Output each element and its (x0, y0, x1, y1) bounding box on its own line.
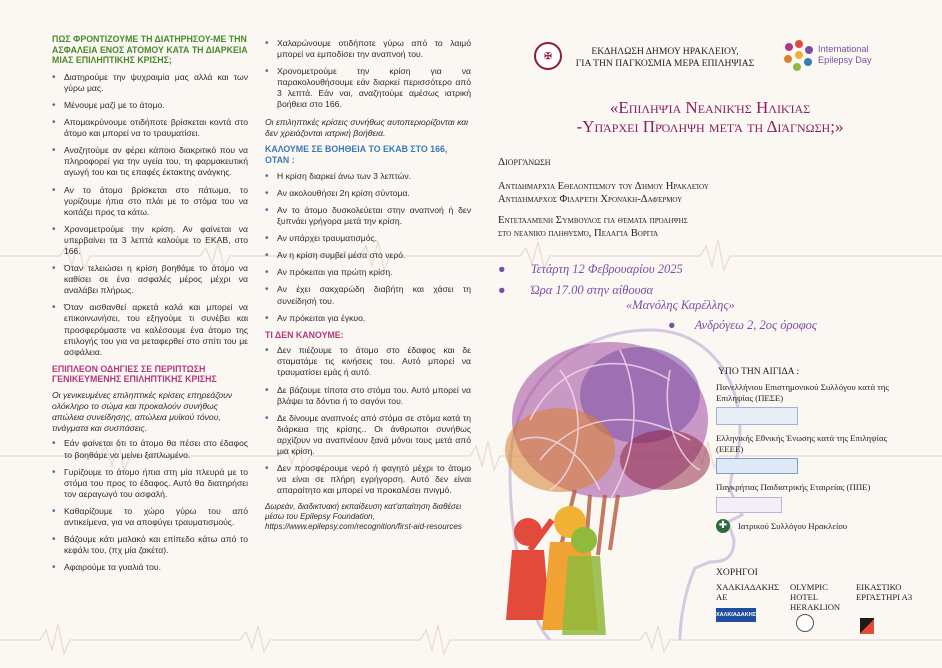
ppe-logo-icon (716, 497, 782, 513)
dont-list (265, 345, 471, 496)
training-note: Δωρεάν, διαδικτυακή εκπαίδευση κατ'απαίτηση διαθέσει μέσω του Epilepsy Foundation, https://www.epilepsy.com/recognition/first-aid-resources (265, 502, 462, 532)
event-header (562, 46, 768, 70)
aegis-list (716, 382, 906, 533)
municipality-seal-icon: ✠ (534, 42, 562, 70)
chalkiadakis-logo: ΧΑΛΚΙΑΔΑΚΗΣ (716, 608, 756, 622)
bullet-icon: ● (498, 283, 506, 297)
eeee-logo-icon (716, 458, 798, 474)
middle-column (265, 38, 471, 536)
list-item: • Αφαιρούμε τα γυαλιά του. (52, 562, 248, 573)
event-hall: «Μανόλης Καρέλλης» (626, 298, 735, 312)
list-item: • Εάν φαίνεται ότι το άτομο θα πέσει στο έδαφος το βοηθάμε να μείνει ξαπλωμένο. (52, 438, 248, 460)
aegis-item: Παγκρήτιας Παιδιατρικής Εταιρείας (ΠΠΕ) (716, 482, 871, 493)
event-time-row (498, 282, 653, 298)
list-item: • Χρονομετρούμε την κρίση για να παρακολουθήσουμε εάν διαρκεί περισσότερο από 3 λεπτά. Εάν ναι, αναζητούμε αμέσως ιατρική βοήθεια στο 166. (265, 66, 471, 110)
list-item: • Χαλαρώνουμε οτιδήποτε γύρω από το λαιμό μπορεί να εμποδίσει την αναπνοή του. (265, 38, 471, 60)
list-item: • Δεν προσφέρουμε νερό ή φαγητό μέχρι το άτομο να είναι σε πλήρη εγρήγορση. Αυτό δεν είναι απαραίτητο και μπορεί να προκαλέσει πνιγμό. (265, 463, 471, 496)
list-item: • Αν το άτομο δυσκολεύεται στην αναπνοή ή δεν ξυπνάει γρήγορα μετά την κρίση. (265, 205, 471, 227)
right-panel (490, 0, 942, 668)
list-item: • Αν έχει σακχαρώδη διαβήτη και χάσει τη συνείδησή του. (265, 284, 471, 306)
list-item: • Η κρίση διαρκεί άνω των 3 λεπτών. (265, 171, 471, 182)
aegis-item: Πανελλήνιου Επιστημονικού Συλλόγου κατά της Επιληψίας (ΠΕΣΕ) (716, 382, 889, 403)
medical-cross-icon: ✚ (716, 519, 730, 533)
list-item: • Αν η κρίση συμβεί μέσα στο νερό. (265, 250, 471, 261)
organizer-line: Αντιδημαρχία Εθελοντισμού του Δήμου Ηρακλείου (498, 181, 709, 192)
event-line: ΓΙΑ ΤΗΝ ΠΑΓΚΟΣΜΙΑ ΜΕΡΑ ΕΠΙΛΗΨΙΑΣ (575, 58, 755, 69)
sponsor-item: ΧΑΛΚΙΑΔΑΚΗΣ ΑΕ (716, 582, 780, 602)
organizer-block (498, 180, 818, 240)
intl-line: Epilepsy Day (818, 55, 872, 65)
event-address: Ανδρόγεω 2, 2ος όροφος (694, 318, 817, 332)
brain-head-illustration (490, 300, 750, 660)
bullet-icon: ● (498, 262, 506, 276)
sponsors-heading: ΧΟΡΗΓΟΙ (716, 567, 758, 578)
pese-logo-icon (716, 407, 798, 425)
list-item: • Καθαρίζουμε το χώρο γύρω του από αντικείμενα, για να αποφύγει τραυματισμούς. (52, 506, 248, 528)
list-item: • Αν πρόκειται για πρώτη κρίση. (265, 267, 471, 278)
list-item: • Δε βάζουμε τίποτα στο στόμα του. Αυτό μπορεί να βλάψει τα δόντια ή το σαγόνι του. (265, 385, 471, 407)
list-item: • Γυρίζουμε το άτομο ήπια στη μία πλευρά με το στόμα του προς το έδαφος. Αυτό θα διατηρήσει τον αεραγωγό του ασφαλή. (52, 467, 248, 500)
list-item: • Μένουμε μαζί με το άτομο. (52, 100, 248, 111)
list-item: • Δεν πιέζουμε το άτομο στο έδαφος και δε σταματάμε τις κινήσεις του. Αυτό μπορεί να τραυματίσει εμάς ή αυτό. (265, 345, 471, 378)
event-address-row (668, 318, 817, 333)
organizer-line: Αντιδήμαρχος Φιλαρέτη Χρονάκη-Δαφέρμου (498, 194, 683, 205)
generalized-list (52, 438, 248, 573)
list-item: • Όταν τελειώσει η κρίση βοηθάμε το άτομο να καθίσει σε ένα ασφαλές μέρος μέχρι να αναλάβει πλήρως. (52, 263, 248, 296)
list-item: • Δε δίνουμε αναπνοές από στόμα σε στόμα κατά τη διάρκεια της κρίσης.. Οι άνθρωποι συνήθως αρχίζουν να αναπνέουν ξανά μόνοι τους μετά από μια κρίση. (265, 413, 471, 457)
aegis-item: Ιατρικού Συλλόγου Ηρακλείου (738, 520, 848, 531)
dont-heading: ΤΙ ΔΕΝ ΚΑΝΟΥΜΕ: (265, 329, 344, 340)
list-item: • Αν ακολουθήσει 2η κρίση σύντομα. (265, 188, 471, 199)
list-item: • Αν υπάρχει τραυματισμός. (265, 233, 471, 244)
event-title (510, 98, 910, 136)
aegis-heading: ΥΠΟ ΤΗΝ ΑΙΓΙΔΑ : (718, 366, 800, 377)
list-item: • Αν πρόκειται για έγκυο. (265, 313, 471, 324)
list-item: • Αναζητούμε αν φέρει κάποιο διακριτικό που να πληροφορεί για την υγεία του, τη φαρμακευτική αγωγή του και τις επαφές έκτακτης ανάγκης. (52, 145, 248, 178)
event-date: Τετάρτη 12 Φεβρουαρίου 2025 (530, 262, 683, 276)
title-line: -Υπάρχει Πρόληψη μετά τη Διάγνωση;» (576, 117, 844, 136)
event-time: Ώρα 17.00 στην αίθουσα (530, 283, 654, 297)
list-item: • Απομακρύνουμε οτιδήποτε βρίσκεται κοντά στο άτομο και μπορεί να το τραυματίσει. (52, 117, 248, 139)
event-date-row (498, 262, 683, 277)
sponsor-item: OLYMPIC HOTEL HERAKLION (790, 582, 841, 612)
epilepsy-day-logo-icon (782, 38, 816, 72)
list-item: • Όταν αισθανθεί αρκετά καλά και μπορεί να επικοινωνήσει, του εξηγούμε τι συνέβει και προσφερόμαστε να καλέσουμε ένα άτομο της επιλογής του για να μεταφερθεί στο σπίτι του με ασφάλεια. (52, 302, 248, 357)
continued-list (265, 38, 471, 111)
left-column (52, 34, 248, 579)
title-line: «Επιληψία Νεανικής Ηλικίας (609, 98, 811, 117)
list-item: • Βάζουμε κάτι μαλακό και επίπεδο κάτω από το κεφάλι του, (πχ μία ζακέτα). (52, 534, 248, 556)
list-item: • Χρονομετρούμε την κρίση. Αν φαίνεται να υπερβαίνει τα 3 λεπτά καλούμε το ΕΚΑΒ, στο 166. (52, 224, 248, 257)
a3-workshop-logo-icon (860, 618, 874, 634)
list-item: • Αν το άτομο βρίσκεται στο πάτωμα, το γυρίζουμε ήπια στο πλάι με το στόμα του να κοιτάζει προς τα κάτω. (52, 185, 248, 218)
organizer-heading: Διοργάνωση (498, 156, 551, 168)
generalized-heading: ΕΠΙΠΛΕΟΝ ΟΔΗΓΙΕΣ ΣΕ ΠΕΡΙΠΤΩΣΗ ΓΕΝΙΚΕΥΜΕΝΗΣ ΕΠΙΛΗΠΤΙΚΗΣ ΚΡΙΣΗΣ (52, 363, 217, 385)
organizer-line: στο νεανικό πληθυσμό, Πελαγία Βοργιά (498, 228, 659, 239)
bullet-icon: ● (668, 318, 676, 332)
self-limiting-note: Οι επιληπτικές κρίσεις συνήθως αυτοπεριορίζονται και δεν χρειάζονται ιατρική βοήθεια. (265, 116, 469, 138)
generalized-intro: Οι γενικευμένες επιληπτικές κρίσεις επηρεάζουν ολόκληρο το σώμα και προκαλούν συνήθως απώλεια συνείδησης, απώλεια μυϊκού τόνου, τινάγματα και συσπάσεις. (52, 390, 233, 434)
aegis-item: Ελληνικής Εθνικής Ένωσης κατά της Επιληψίας (ΕΕΕΕ) (716, 433, 888, 454)
safety-list (52, 72, 248, 358)
medical-association-row (716, 519, 906, 533)
sponsor-item: ΕΙΚΑΣΤΙΚΟ ΕΡΓΑΣΤΗΡΙ Α3 (856, 582, 913, 602)
olympic-hotel-logo-icon (796, 614, 814, 632)
list-item: • Διατηρούμε την ψυχραιμία μας αλλά και των γύρω μας. (52, 72, 248, 94)
call-ekab-list (265, 171, 471, 324)
call-ekab-heading: ΚΑΛΟΥΜΕ ΣΕ ΒΟΗΘΕΙΑ ΤΟ ΕΚΑΒ ΣΤΟ 166, ΟΤΑΝ : (265, 143, 448, 165)
event-line: ΕΚΔΗΛΩΣΗ ΔΗΜΟΥ ΗΡΑΚΛΕΙΟΥ, (591, 46, 739, 57)
epilepsy-day-logo-text (818, 44, 872, 66)
intl-line: International (818, 44, 869, 54)
organizer-line: Εντεταλμένη Σύμβουλος για θέματα πρόληψης (498, 215, 688, 226)
safety-heading: ΠΩΣ ΦΡΟΝΤΙΖΟΥΜΕ ΤΗ ΔΙΑΤΗΡΗΣΟΥ-ΜΕ ΤΗΝ ΑΣΦΑΛΕΙΑ ΕΝΟΣ ΑΤΟΜΟΥ ΚΑΤΑ ΤΗ ΔΙΑΡΚΕΙΑ ΜΙΑΣ ΕΠΙΛΗΠΤΙΚΗΣ ΚΡΙΣΗΣ; (52, 34, 248, 66)
